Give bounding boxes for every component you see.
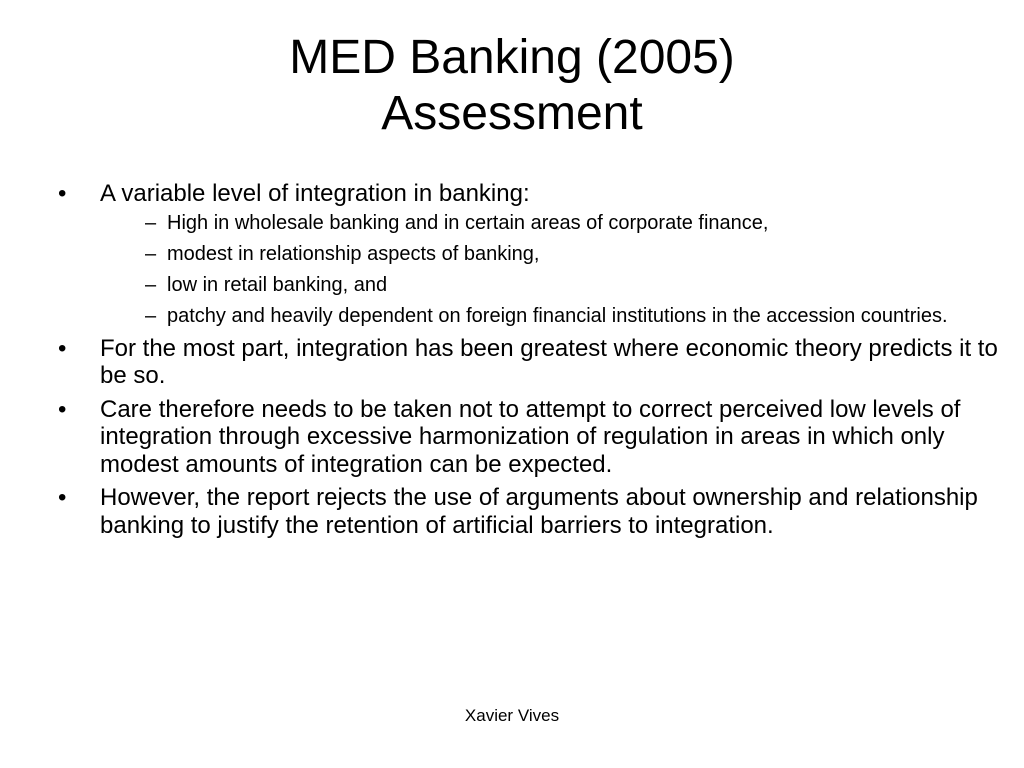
sub-bullet-item	[145, 211, 998, 235]
bullet-text: For the most part, integration has been greatest where economic theory predicts it to be so.	[100, 334, 998, 389]
sub-bullet-item	[145, 304, 998, 328]
bullet-item	[58, 484, 998, 539]
slide-title-line-2: Assessment	[381, 87, 643, 140]
sub-bullet-marker: –	[145, 273, 157, 296]
sub-bullet-list	[100, 211, 998, 328]
slide-body	[58, 180, 998, 545]
bullet-text: Care therefore needs to be taken not to attempt to correct perceived low levels of integration through excessive harmonization of regulation in areas in which only modest amounts of integration can be expected.	[100, 395, 961, 478]
bullet-marker: •	[58, 484, 67, 511]
sub-bullet-marker: –	[145, 211, 157, 234]
sub-bullet-item	[145, 242, 998, 266]
bullet-list	[58, 180, 998, 539]
bullet-text: A variable level of integration in banking:	[100, 180, 530, 207]
bullet-marker: •	[58, 180, 67, 207]
bullet-marker: •	[58, 395, 67, 423]
sub-bullet-marker: –	[145, 242, 157, 265]
slide-footer: Xavier Vives	[464, 706, 560, 725]
sub-bullet-text: patchy and heavily dependent on foreign financial institutions in the accession countries.	[167, 304, 948, 327]
bullet-marker: •	[58, 334, 67, 362]
sub-bullet-text: low in retail banking, and	[167, 273, 388, 296]
bullet-item	[58, 335, 998, 390]
slide-title-line-1: MED Banking (2005)	[289, 31, 735, 84]
sub-bullet-text: High in wholesale banking and in certain areas of corporate finance,	[167, 211, 769, 234]
bullet-item	[58, 180, 998, 328]
bullet-text: However, the report rejects the use of arguments about ownership and relationship banking to justify the retention of artificial barriers to integration.	[100, 484, 978, 539]
slide-title	[0, 30, 1024, 142]
sub-bullet-item	[145, 273, 998, 297]
sub-bullet-text: modest in relationship aspects of banking,	[167, 242, 540, 265]
sub-bullet-marker: –	[145, 304, 157, 327]
bullet-item	[58, 396, 998, 479]
